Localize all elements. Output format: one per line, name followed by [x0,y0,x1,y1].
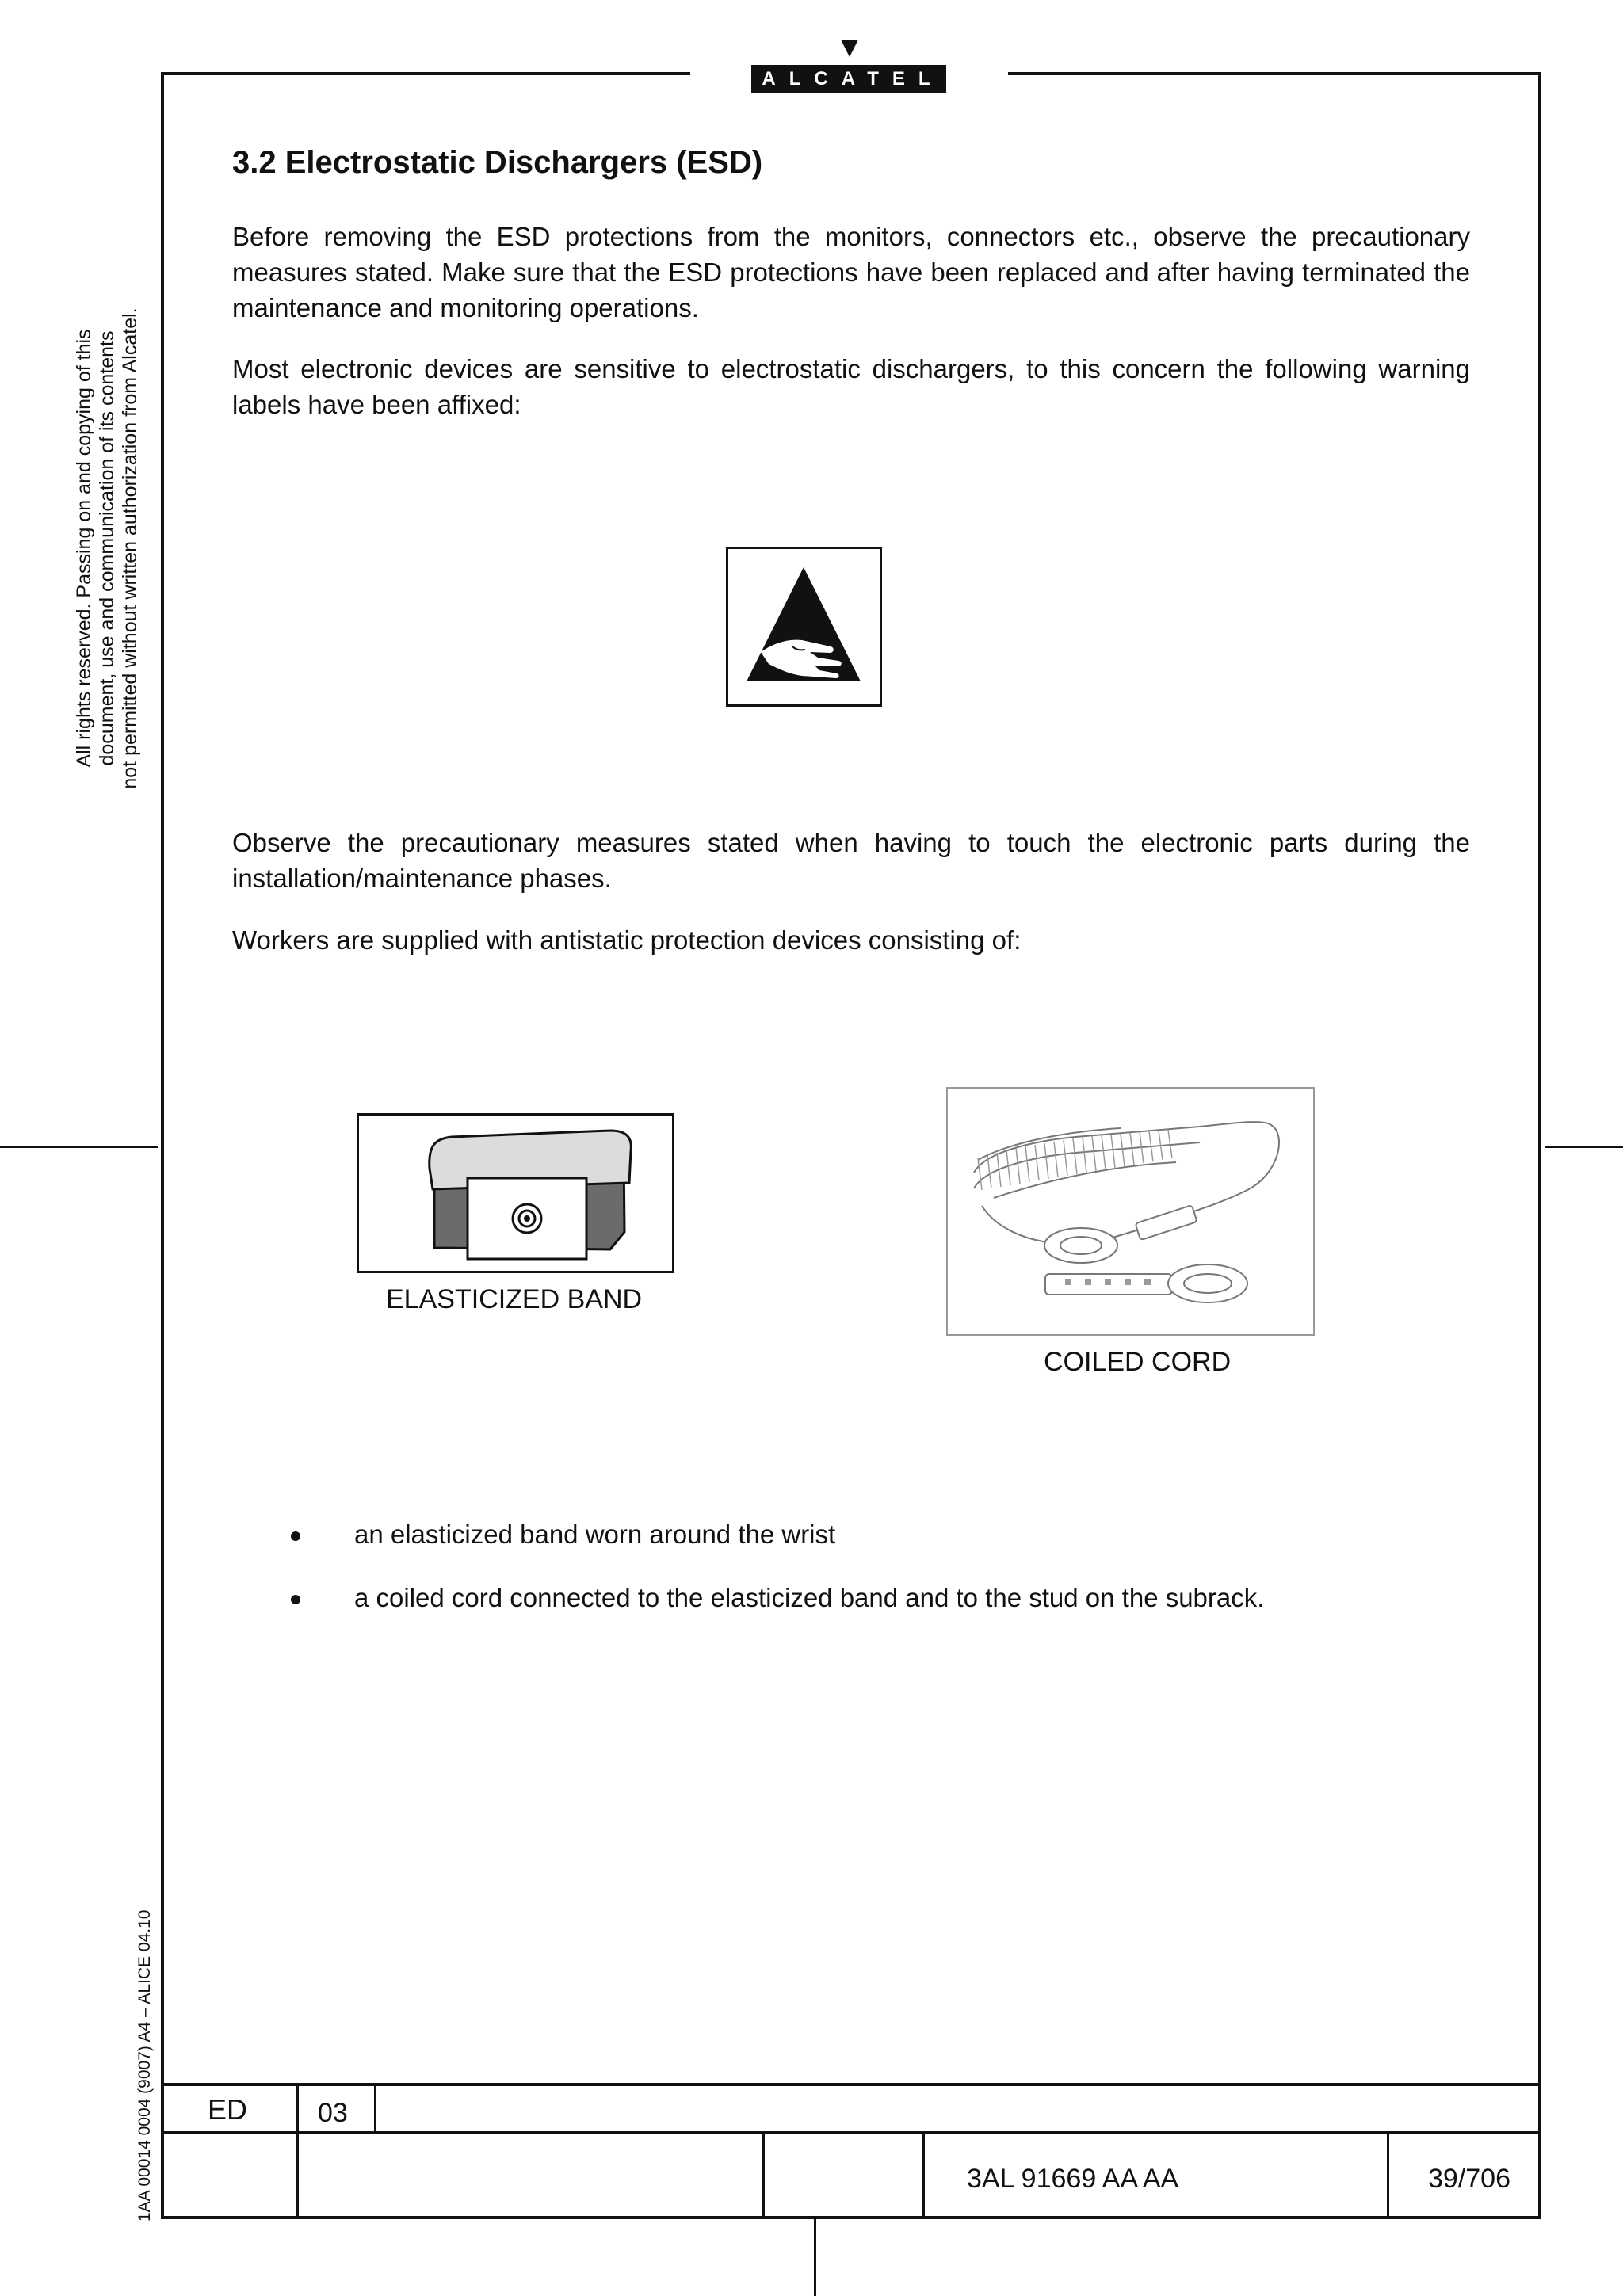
esd-warning-icon [726,547,882,707]
document-number: 3AL 91669 AA AA [967,2164,1179,2194]
copyright-line-2: document, use and communication of its contents [96,330,118,766]
copyright-line-3: not permitted without written authorization from Alcatel. [119,307,141,789]
alcatel-logo: ALCATEL [751,65,946,93]
bullet-icon [291,1595,300,1604]
top-rule-right [1008,72,1541,75]
form-code: 1AA 00014 0004 (9007) A4 – ALICE 04.10 [136,1909,154,2222]
elasticized-band-illustration [357,1113,674,1273]
paragraph-esd-protections: Before removing the ESD protections from the monitors, connectors etc., observe the precautionary measures stated. Make sure that the ESD protections have been replaced and after having terminated the maintenance and monitoring operations. [232,222,1470,322]
bottom-fold-mark [814,2219,816,2296]
copyright-line-1: All rights reserved. Passing on and copying of this [73,329,95,768]
copyright-note [73,271,142,826]
cord-caption: COILED CORD [1044,1347,1232,1377]
left-fold-mark [0,1146,158,1148]
paragraph-precautions: Observe the precautionary measures stated when having to touch the electronic parts during the installation/maintenance phases. [232,828,1470,893]
top-rule-left [161,72,690,75]
bullet-text: a coiled cord connected to the elasticized band and to the stud on the subrack. [354,1583,1265,1612]
paragraph-warning-labels: Most electronic devices are sensitive to electrostatic dischargers, to this concern the following warning labels have been affixed: [232,354,1470,419]
band-caption: ELASTICIZED BAND [386,1284,643,1314]
right-fold-mark [1545,1146,1623,1148]
edition-label: ED [208,2093,248,2126]
bullet-item [291,1583,1264,1613]
coiled-cord-illustration [946,1087,1315,1336]
logo-arrow-icon [841,40,858,57]
page-number: 39/706 [1428,2164,1510,2194]
section-title: 3.2 Electrostatic Dischargers (ESD) [232,145,763,180]
edition-value: 03 [318,2098,348,2128]
paragraph-devices-intro: Workers are supplied with antistatic protection devices consisting of: [232,925,1022,955]
bullet-icon [291,1531,300,1541]
bullet-item [291,1520,835,1550]
bullet-text: an elasticized band worn around the wrist [354,1520,836,1549]
